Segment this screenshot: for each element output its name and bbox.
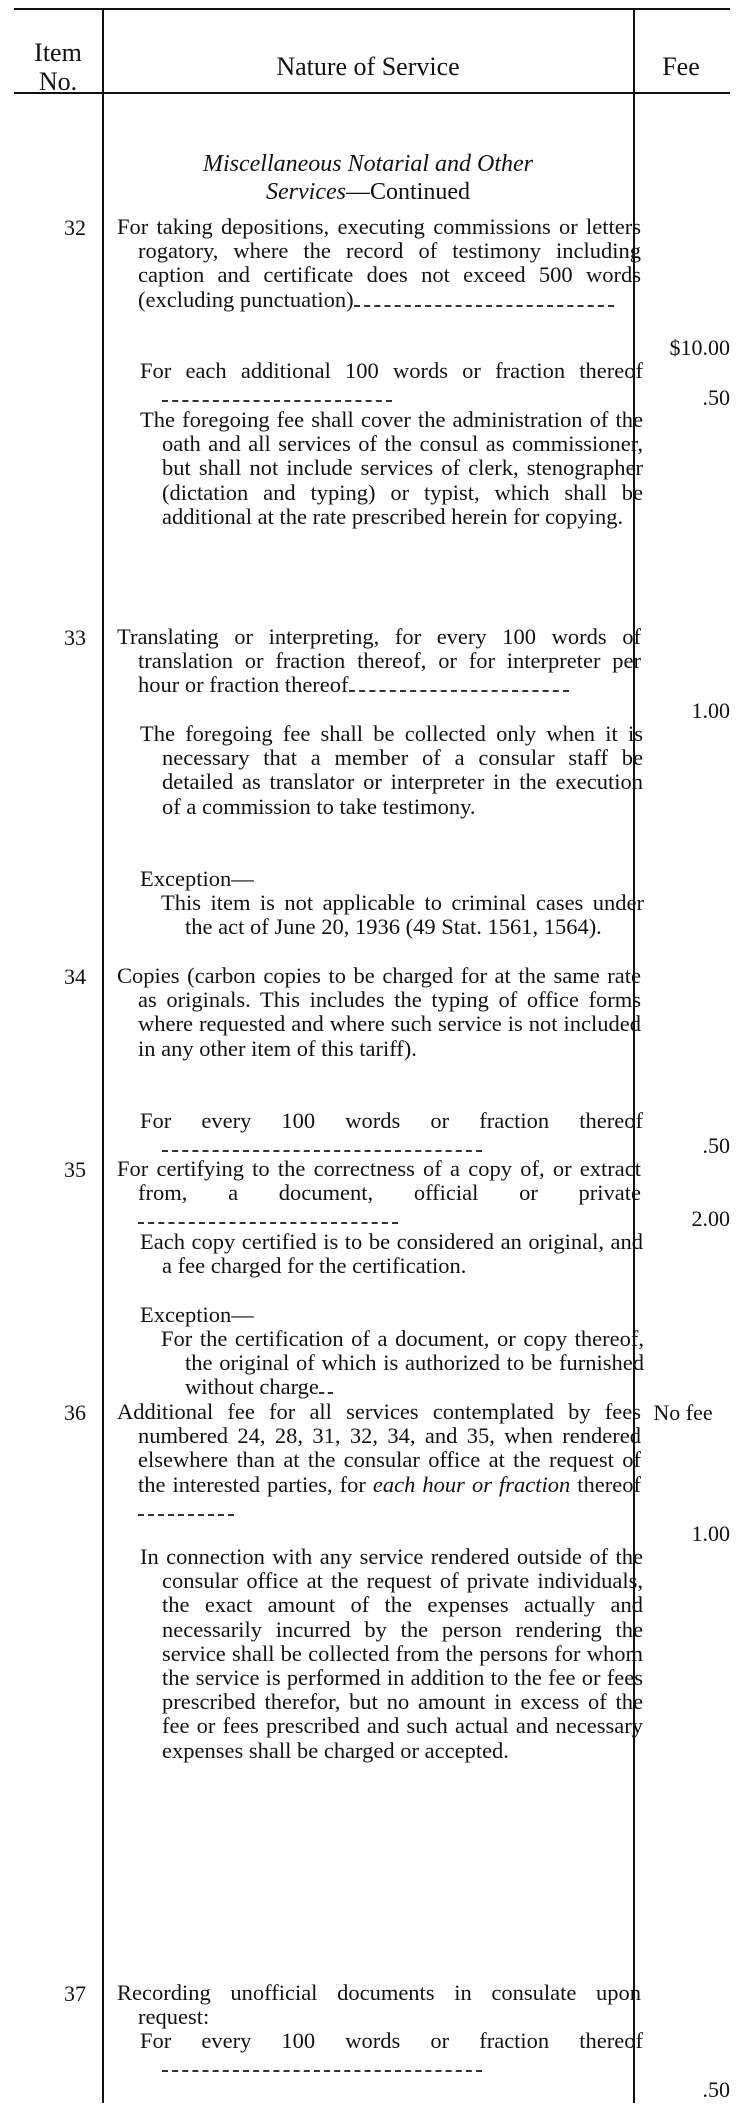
header-nature-of-service: Nature of Service (276, 52, 460, 81)
item-37-fee: .50 (702, 2077, 730, 2102)
item-32-note: The foregoing fee shall cover the administration of the oath and all services of the consul as commissioner, but shall not include services of clerk, stenographer (dictation and typing) or typist, which shall be additional at the rate prescribed herein for copying. (140, 407, 643, 529)
leader-dots (354, 305, 614, 307)
item-36-text-italic: each hour or fraction (372, 1471, 571, 1497)
item-33-description (117, 625, 641, 698)
leader-dots (138, 1514, 234, 1516)
leader-dots (138, 1222, 398, 1224)
item-35-exception-label: Exception— (140, 1302, 254, 1327)
item-33-exception-label: Exception— (140, 866, 254, 891)
item-33-exception-text: This item is not applicable to criminal cases under the act of June 20, 1936 (49 Stat. 1561, 1564). (161, 890, 644, 940)
item-37-per-100-words-text: For every 100 words or fraction thereof (140, 2028, 643, 2053)
section-title-line2 (118, 178, 618, 206)
item-35-exception-text (161, 1327, 644, 1400)
item-32-text: For taking depositions, executing commissions or letters rogatory, where the record of testimony including caption and certificate does not exceed 500 words (excluding punctuation) (117, 214, 641, 312)
leader-dots (162, 1150, 482, 1152)
item-34-per-100-words (140, 1109, 643, 1157)
section-title-continued: —Continued (345, 179, 470, 205)
item-36-text-b: thereof (570, 1471, 641, 1497)
item-36-note: In connection with any service rendered outside of the consular office at the request of private individuals, the exact amount of the expenses actually and necessarily incurred by the person rendering the service shall be collected from the persons for whom the service is performed in addition to the fee or fees prescribed therefor, but no amount in excess of the fee or fees prescribed and such actual and necessary expenses shall be charged or accepted. (140, 1544, 643, 1763)
item-32-description (117, 215, 641, 312)
item-number: 33 (64, 625, 86, 650)
item-34-description: Copies (carbon copies to be charged for at the same rate as originals. This includes the typing of office forms where requested and where such service is not included in any other item of this tariff). (117, 963, 641, 1061)
item-33-text: Translating or interpreting, for every 100 words of translation or fraction thereof, or for interpreter per hour or fraction thereof (117, 624, 641, 698)
item-34-fee: .50 (702, 1133, 730, 1158)
item-37-per-100-words (140, 2029, 643, 2077)
item-35-note: Each copy certified is to be considered an original, and a fee charged for the certification. (140, 1229, 643, 1279)
section-title-italic: Services (266, 179, 346, 205)
item-36-fee: 1.00 (691, 1521, 730, 1546)
item-33-note: The foregoing fee shall be collected only when it is necessary that a member of a consular staff be detailed as translator or interpreter in the execution of a commission to take testimony. (140, 721, 643, 819)
leader-dots (349, 690, 569, 692)
item-number: 32 (64, 215, 86, 240)
item-number: 36 (64, 1400, 86, 1425)
section-title (118, 150, 618, 206)
item-32-additional-fee: .50 (702, 385, 730, 410)
section-title-line1: Miscellaneous Notarial and Other (203, 151, 533, 177)
item-number: 35 (64, 1157, 86, 1182)
leader-dots (162, 400, 392, 402)
item-32-fee: $10.00 (669, 335, 730, 360)
item-35-text: For certifying to the correctness of a copy of, or extract from, a document, official or private (117, 1156, 641, 1206)
item-35-fee: 2.00 (691, 1206, 730, 1231)
header-item-line2: No. (38, 67, 78, 96)
item-37-description: Recording unofficial documents in consulate upon request: (117, 1980, 641, 2030)
item-number: 37 (64, 1981, 86, 2006)
item-36-description (117, 1400, 641, 1521)
column-divider-left (102, 8, 104, 2103)
header-rule (14, 92, 730, 94)
item-36-text-a: Additional fee for all services contemplated by fees numbered 24, 28, 31, 32, 34, and 35, when rendered elsewhere than at the consular office at the request of the interested parties, for (117, 1399, 641, 1497)
leader-dots (162, 2070, 482, 2072)
header-item-no (14, 38, 102, 96)
item-32-additional (140, 359, 643, 407)
top-rule (14, 8, 730, 10)
leader-dots (319, 1392, 333, 1394)
item-32-additional-text: For each additional 100 words or fraction thereof (140, 358, 643, 383)
item-number: 34 (64, 964, 86, 989)
header-item-line1: Item (34, 38, 82, 67)
item-34-per-100-words-text: For every 100 words or fraction thereof (140, 1108, 643, 1133)
item-33-fee: 1.00 (691, 698, 730, 723)
item-35-exception-fee: No fee (653, 1400, 713, 1425)
header-fee: Fee (662, 52, 700, 81)
item-35-description (117, 1157, 641, 1230)
item-35-exception-text-body: For the certification of a document, or copy thereof, the original of which is authorized to be furnished without charge (161, 1326, 644, 1400)
